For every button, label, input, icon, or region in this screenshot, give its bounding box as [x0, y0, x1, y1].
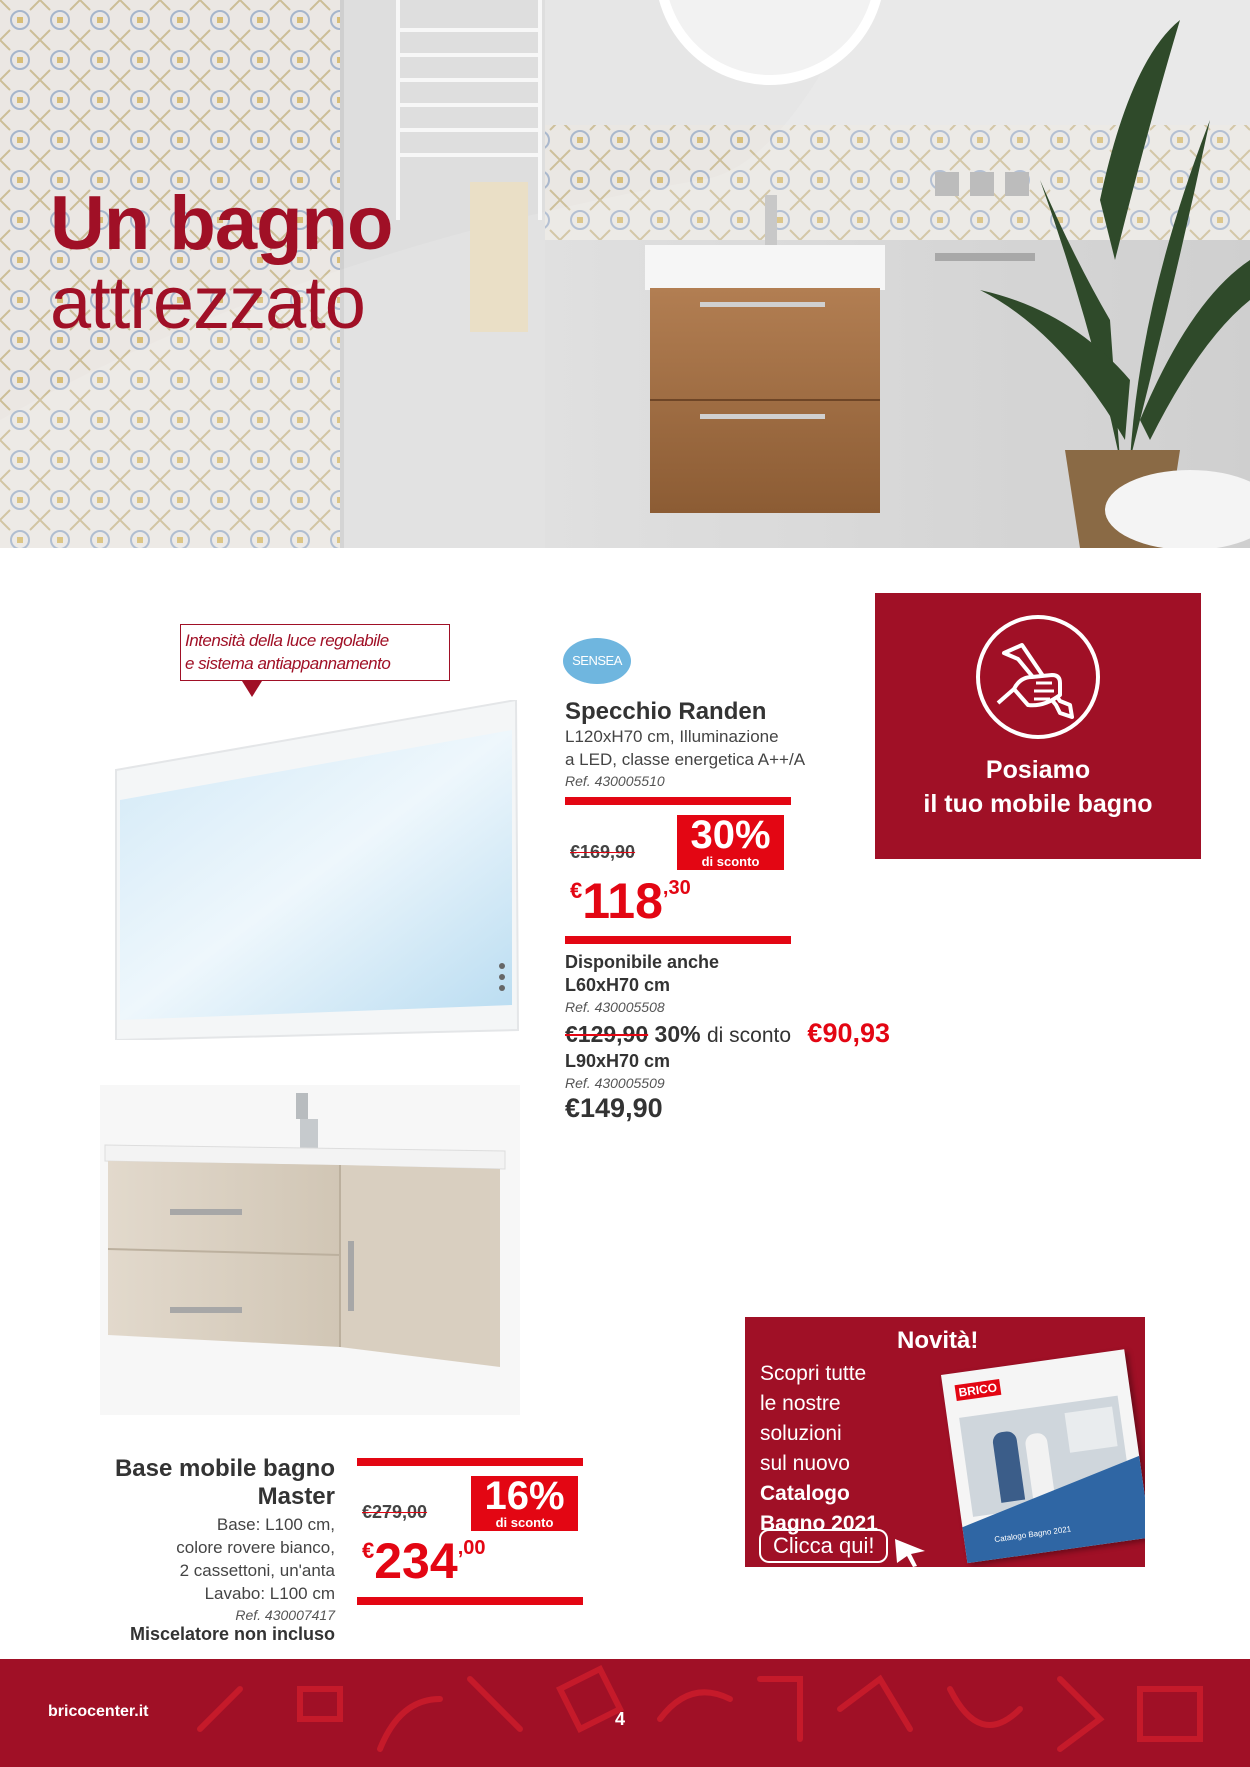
mirror-feature-callout — [180, 624, 450, 681]
alt2-ref: Ref. 430005509 — [565, 1075, 665, 1091]
installation-line2: il tuo mobile bagno — [923, 790, 1153, 818]
catalog-promo-box[interactable] — [745, 1317, 1145, 1567]
mirror-desc-line1: L120xH70 cm, Illuminazione — [565, 727, 779, 746]
page-number: 4 — [615, 1709, 626, 1729]
hero-title-line1: Un bagno — [50, 181, 393, 266]
cabinet-discount-pct: 16% — [484, 1474, 565, 1518]
catalog-cover-title: Catalogo Bagno 2021 — [993, 1524, 1072, 1545]
cabinet-discount-label: di sconto — [495, 1515, 554, 1530]
cabinet-title-line2: Master — [257, 1483, 335, 1510]
mirror-discount-pct: 30% — [690, 813, 771, 857]
mirror-discount-label: di sconto — [701, 854, 760, 869]
mirror-title: Specchio Randen — [565, 698, 767, 725]
installation-text — [875, 753, 1201, 821]
mirror-price-int: 118 — [582, 873, 663, 929]
cabinet-price-bar-bottom — [357, 1597, 583, 1605]
mirror-ref: Ref. 430005510 — [565, 773, 665, 789]
catalog-text — [760, 1359, 878, 1539]
hero-title — [50, 181, 393, 344]
catalog-headline: Novità! — [897, 1327, 979, 1354]
callout-arrow-icon — [242, 681, 262, 697]
also-available-label: Disponibile anche — [565, 952, 720, 972]
mirror-desc-line2: a LED, classe energetica A++/A — [565, 750, 806, 769]
cabinet-old-price: €279,00 — [362, 1502, 428, 1522]
cabinet-price-currency: € — [362, 1538, 375, 1563]
callout-line1: Intensità della luce regolabile — [185, 631, 389, 650]
cabinet-discount-badge — [471, 1476, 578, 1531]
callout-line2: e sistema antiappannamento — [185, 654, 391, 673]
catalog-line4: sul nuovo — [760, 1452, 850, 1475]
catalog-line5: Catalogo — [760, 1482, 850, 1505]
catalog-line1: Scopri tutte — [760, 1362, 867, 1385]
alt1-price: €90,93 — [807, 1018, 891, 1048]
cabinet-price-int: 234 — [374, 1533, 458, 1589]
hero-banner — [0, 0, 1250, 548]
catalog-cta-button[interactable]: Clicca qui! — [759, 1529, 888, 1563]
cabinet-price — [362, 1532, 486, 1590]
catalog-cover-brand: BRICO — [955, 1379, 1001, 1401]
alt1-sconto: di sconto — [706, 1024, 792, 1047]
alt1-price-row — [565, 1018, 890, 1049]
alt1-old-price: €129,90 — [565, 1021, 649, 1047]
cabinet-desc-line1: Base: L100 cm, — [216, 1515, 335, 1534]
cabinet-title-line1: Base mobile bagno — [114, 1455, 335, 1482]
cabinet-price-bar-top — [357, 1458, 583, 1466]
catalog-line3: soluzioni — [760, 1422, 842, 1445]
wrench-hand-icon — [974, 613, 1102, 741]
hero-title-line2: attrezzato — [50, 261, 365, 344]
mirror-price-currency: € — [570, 878, 583, 903]
cabinet-desc-line4: Lavabo: L100 cm — [204, 1584, 335, 1603]
catalog-line2: le nostre — [760, 1392, 841, 1415]
mirror-old-price: €169,90 — [570, 842, 636, 862]
mirror-discount-badge — [677, 815, 784, 870]
alt1-size: L60xH70 cm — [565, 975, 671, 995]
alt2-size: L90xH70 cm — [565, 1051, 671, 1071]
alt2-price: €149,90 — [565, 1093, 663, 1123]
footer — [0, 1659, 1250, 1767]
cursor-arrow-icon — [895, 1539, 927, 1567]
catalog-line6: Bagno 2021 — [760, 1512, 878, 1535]
cabinet-ref: Ref. 430007417 — [235, 1607, 335, 1623]
footer-website[interactable]: bricocenter.it — [48, 1703, 149, 1720]
mirror-price — [570, 872, 691, 930]
cabinet-desc-line2: colore rovere bianco, — [176, 1538, 335, 1557]
cabinet-price-dec: ,00 — [457, 1537, 486, 1559]
installation-service-box[interactable] — [875, 593, 1201, 859]
cabinet-note: Miscelatore non incluso — [129, 1624, 335, 1644]
mirror-product-image — [112, 700, 522, 1040]
installation-line1: Posiamo — [985, 756, 1091, 784]
cabinet-desc-line3: 2 cassettoni, un'anta — [179, 1561, 335, 1580]
cabinet-product-image — [100, 1085, 520, 1415]
price-bar-top — [565, 797, 791, 805]
alt1-pct: 30% — [654, 1021, 701, 1047]
price-bar-bottom — [565, 936, 791, 944]
mirror-price-dec: ,30 — [662, 877, 691, 899]
sensea-brand-logo: SENSEA — [563, 638, 631, 684]
catalog-cover-image — [941, 1349, 1145, 1563]
alt1-ref: Ref. 430005508 — [565, 999, 665, 1015]
